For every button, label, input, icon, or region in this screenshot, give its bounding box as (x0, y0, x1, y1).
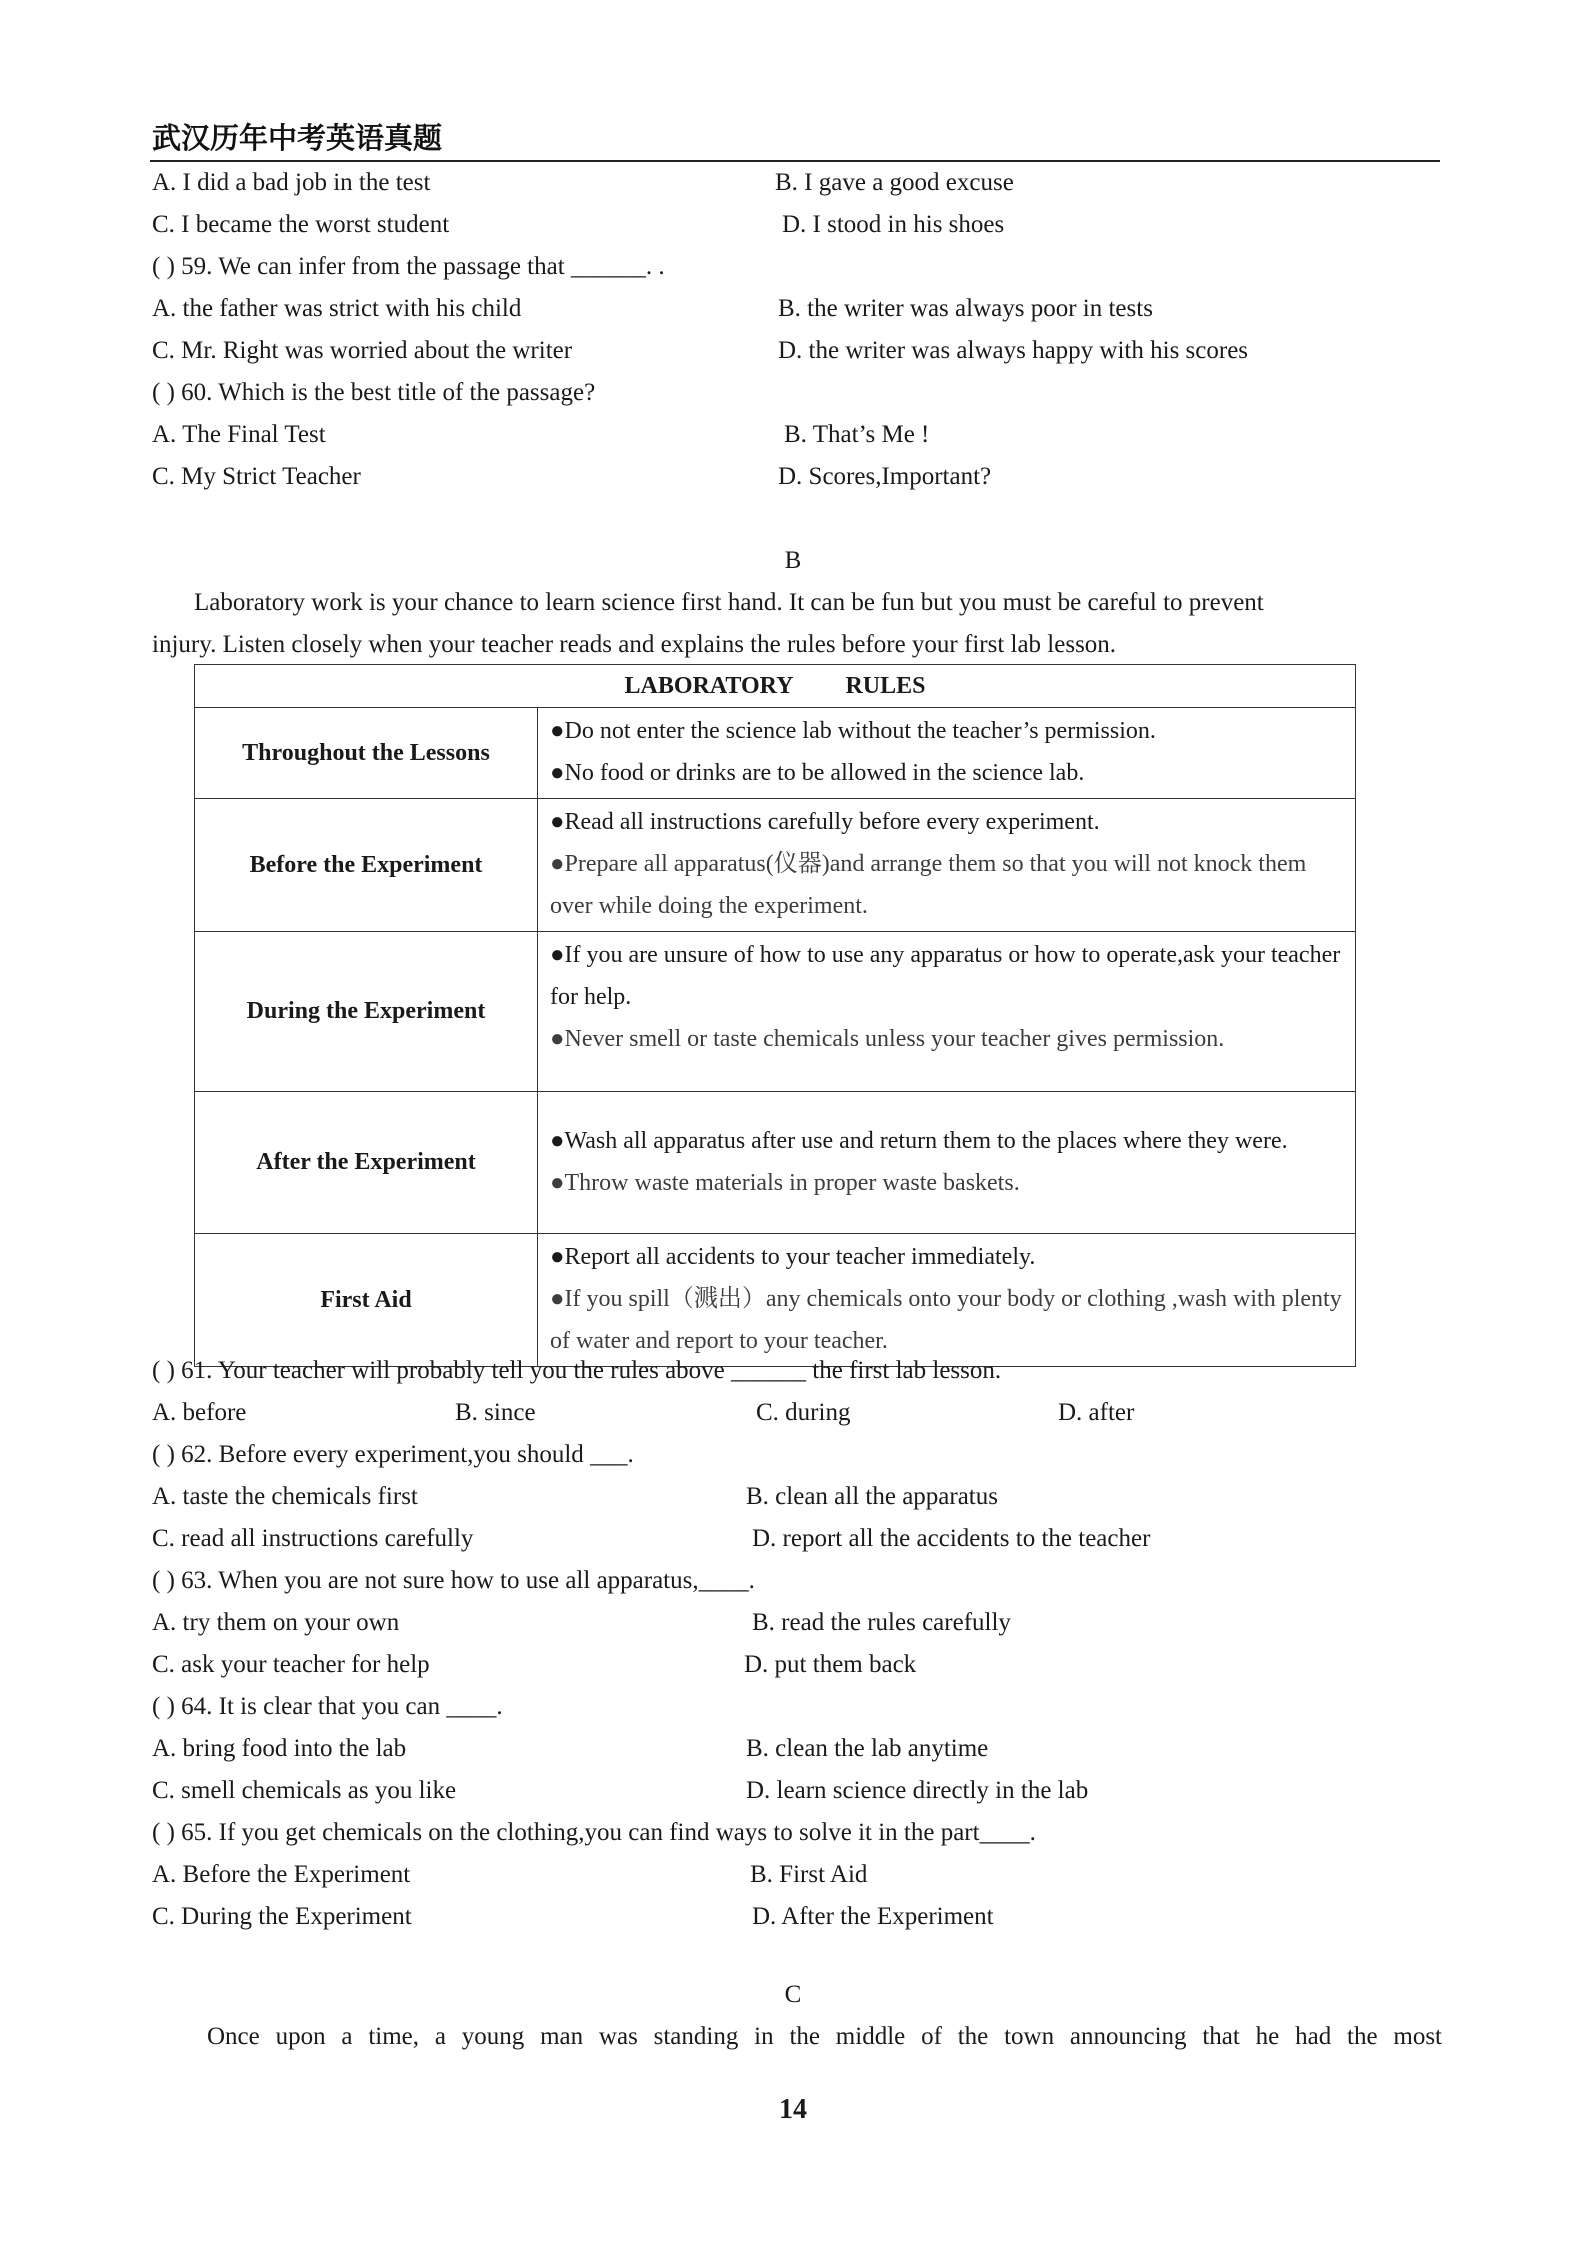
q62-option-b: B. clean all the apparatus (746, 1483, 998, 1510)
rules-category: During the Experiment (195, 932, 538, 1092)
rules-category: Throughout the Lessons (195, 708, 538, 799)
q65-option-d: D. After the Experiment (752, 1903, 994, 1930)
rule-item: ●Never smell or taste chemicals unless your teacher gives permission. (550, 1026, 1225, 1052)
rule-item: ●Throw waste materials in proper waste baskets. (550, 1169, 1020, 1196)
q62-question: ( ) 62. Before every experiment,you should ___. (152, 1441, 634, 1468)
q58-option-d: D. I stood in his shoes (782, 211, 1005, 238)
rules-row-after (195, 1092, 1356, 1234)
rule-item: ●If you are unsure of how to use any apparatus or how to operate,ask your teacher for help. (550, 942, 1341, 1010)
rules-category: Before the Experiment (195, 799, 538, 932)
rules-title-rules: RULES (845, 672, 926, 699)
section-c-intro: Once upon a time, a young man was standing in the middle of the town announcing that he had the most (207, 2023, 1442, 2050)
laboratory-rules-table (194, 664, 1356, 1367)
q63-question: ( ) 63. When you are not sure how to use all apparatus,____. (152, 1567, 755, 1594)
q64-option-b: B. clean the lab anytime (746, 1735, 989, 1762)
q65-option-b: B. First Aid (750, 1861, 868, 1888)
q61-option-d: D. after (1058, 1399, 1135, 1426)
q64-question: ( ) 64. It is clear that you can ____. (152, 1693, 503, 1720)
q63-option-a: A. try them on your own (152, 1609, 400, 1636)
header-divider (150, 160, 1440, 162)
rule-item: ●Read all instructions carefully before every experiment. (550, 809, 1100, 835)
q65-question: ( ) 65. If you get chemicals on the clothing,you can find ways to solve it in the part____. (152, 1819, 1036, 1846)
q59-option-a: A. the father was strict with his child (152, 295, 522, 322)
q60-question: ( ) 60. Which is the best title of the passage? (152, 379, 596, 406)
q64-option-d: D. learn science directly in the lab (746, 1777, 1089, 1804)
q63-option-b: B. read the rules carefully (752, 1609, 1011, 1636)
q58-option-b: B. I gave a good excuse (775, 169, 1014, 196)
rule-item: ●Prepare all apparatus(仪器)and arrange them so that you will not knock them over while doing the experiment. (550, 851, 1307, 919)
q61-option-c: C. during (756, 1399, 851, 1426)
rule-item: ●Report all accidents to your teacher immediately. (550, 1244, 1036, 1270)
rules-items (538, 799, 1356, 932)
q64-option-c: C. smell chemicals as you like (152, 1777, 457, 1804)
rules-category: First Aid (195, 1234, 538, 1367)
rule-item: ●If you spill（溅出）any chemicals onto your body or clothing ,wash with plenty of water and report to your teacher. (550, 1286, 1342, 1354)
rule-item: ●Do not enter the science lab without the teacher’s permission. (550, 718, 1156, 744)
q60-option-c: C. My Strict Teacher (152, 463, 361, 490)
rules-row-before (195, 799, 1356, 932)
rules-items (538, 932, 1356, 1092)
section-b-intro-line-1: Laboratory work is your chance to learn science first hand. It can be fun but you must be careful to prevent (194, 589, 1264, 616)
q58-option-c: C. I became the worst student (152, 211, 450, 238)
q61-option-a: A. before (152, 1399, 247, 1426)
q59-question: ( ) 59. We can infer from the passage that ______. . (152, 253, 665, 280)
q60-option-d: D. Scores,Important? (778, 463, 992, 490)
rule-item: ●Wash all apparatus after use and return them to the places where they were. (550, 1127, 1288, 1154)
q62-option-a: A. taste the chemicals first (152, 1483, 418, 1510)
section-b-intro-line-2: injury. Listen closely when your teacher reads and explains the rules before your first lab lesson. (152, 631, 1117, 658)
rules-title-laboratory: LABORATORY (624, 672, 794, 699)
rules-row-throughout (195, 708, 1356, 799)
q61-question: ( ) 61. Your teacher will probably tell you the rules above ______ the first lab lesson. (152, 1357, 1002, 1384)
section-b-letter: B (784, 547, 802, 574)
rules-table-title (195, 665, 1356, 708)
q65-option-a: A. Before the Experiment (152, 1861, 411, 1888)
page-number: 14 (779, 2094, 807, 2125)
q61-option-b: B. since (455, 1399, 536, 1426)
rules-row-during (195, 932, 1356, 1092)
q62-option-d: D. report all the accidents to the teacher (752, 1525, 1151, 1552)
q64-option-a: A. bring food into the lab (152, 1735, 407, 1762)
section-c-letter: C (784, 1981, 802, 2008)
q59-option-b: B. the writer was always poor in tests (778, 295, 1153, 322)
rules-items (538, 708, 1356, 799)
rules-row-first-aid (195, 1234, 1356, 1367)
q65-option-c: C. During the Experiment (152, 1903, 412, 1930)
rule-item: ●No food or drinks are to be allowed in the science lab. (550, 760, 1085, 786)
q63-option-c: C. ask your teacher for help (152, 1651, 430, 1678)
rules-items (538, 1092, 1356, 1234)
q59-option-d: D. the writer was always happy with his scores (778, 337, 1249, 364)
q60-option-b: B. That’s Me ! (784, 421, 930, 448)
page-header-title: 武汉历年中考英语真题 (152, 121, 443, 155)
q60-option-a: A. The Final Test (152, 421, 326, 448)
rules-category: After the Experiment (195, 1092, 538, 1234)
q59-option-c: C. Mr. Right was worried about the writer (152, 337, 573, 364)
rules-items (538, 1234, 1356, 1367)
q58-option-a: A. I did a bad job in the test (152, 169, 431, 196)
q62-option-c: C. read all instructions carefully (152, 1525, 474, 1552)
q63-option-d: D. put them back (744, 1651, 917, 1678)
